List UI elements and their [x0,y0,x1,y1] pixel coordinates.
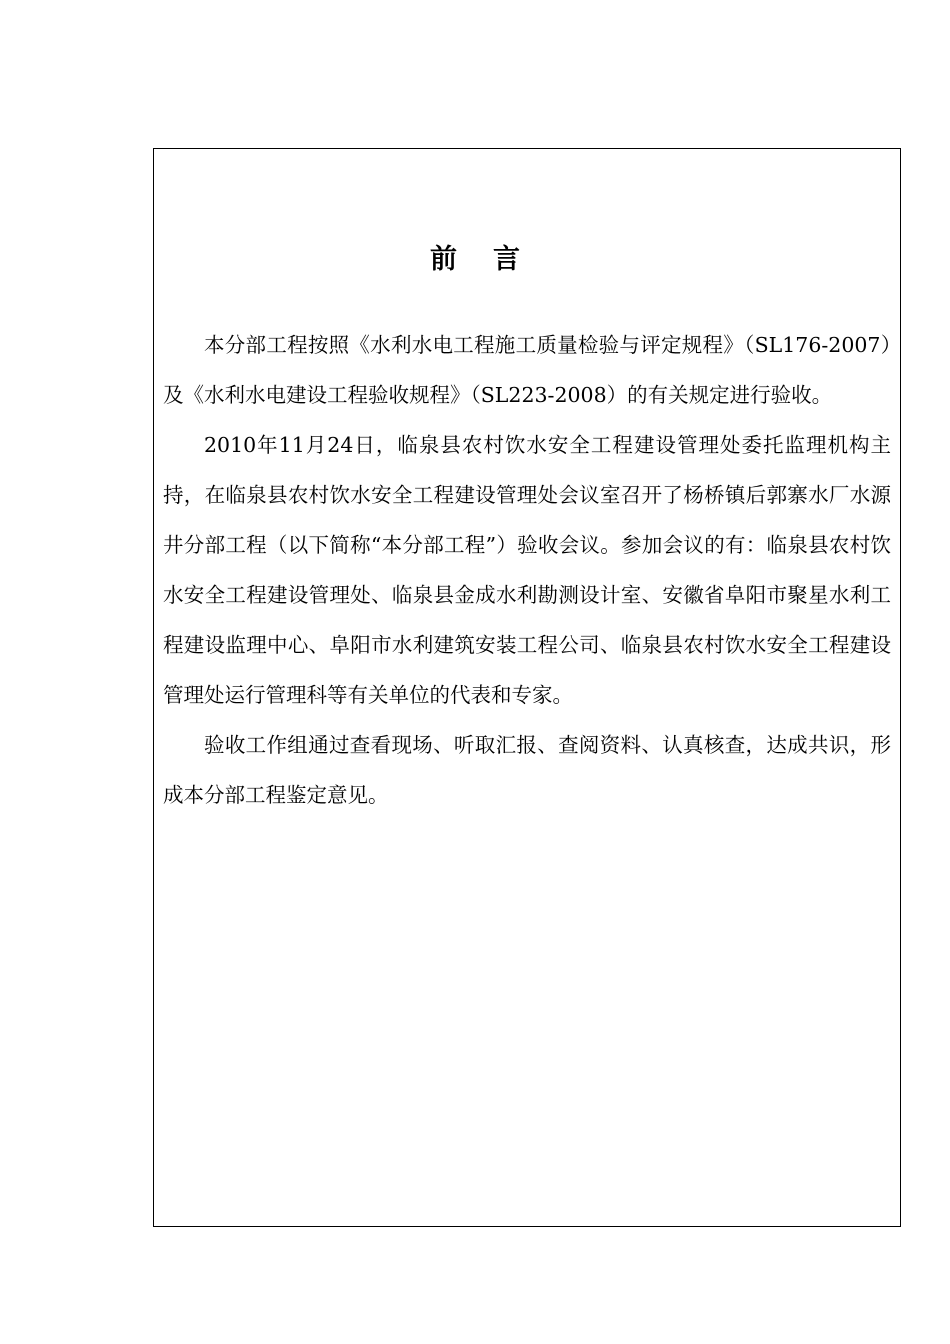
paragraph-meeting: 2010年11月24日，临泉县农村饮水安全工程建设管理处委托监理机构主持，在临泉县农村饮水安全工程建设管理处会议室召开了杨桥镇后郭寨水厂水源井分部工程（以下简称“本分部工程”）验收会议。参加会议的有：临泉县农村饮水安全工程建设管理处、临泉县金成水利勘测设计室、安徽省阜阳市聚星水利工程建设监理中心、阜阳市水利建筑安装工程公司、临泉县农村饮水安全工程建设管理处运行管理科等有关单位的代表和专家。 [163,433,891,707]
preface-body [163,320,891,820]
paragraph-conclusion: 验收工作组通过查看现场、听取汇报、查阅资料、认真核查，达成共识，形成本分部工程鉴定意见。 [163,733,891,807]
paragraph-regulations: 本分部工程按照《水利水电工程施工质量检验与评定规程》（SL176-2007）及《水利水电建设工程验收规程》（SL223-2008）的有关规定进行验收。 [163,333,891,407]
page-title [0,240,950,280]
title-char-1: 前 [430,244,457,275]
title-char-2: 言 [493,244,520,275]
